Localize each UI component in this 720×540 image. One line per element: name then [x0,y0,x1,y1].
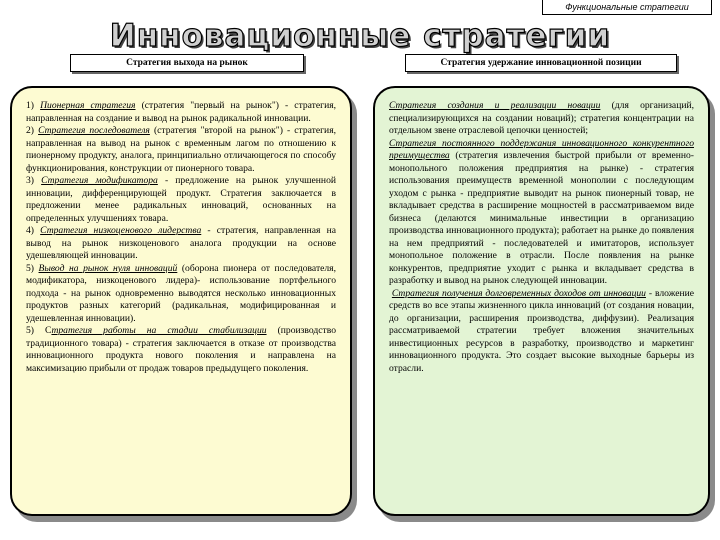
strategy-item [26,225,336,263]
item-number: 3) [26,175,42,186]
left-column-header: Стратегия выхода на рынок [70,54,304,72]
strategy-term: Стратегия последователя [38,125,150,136]
strategy-item [26,100,336,125]
strategy-term: тратегия работы на стадии стабилизации [51,325,267,336]
strategy-item [389,288,694,376]
strategy-term: Стратегия низкоценового лидерства [40,225,202,236]
strategy-item [389,100,694,138]
item-number: 5) С [26,325,52,336]
slide-section-tag: Функциональные стратегии [542,0,712,15]
strategy-term: Вывод на рынок нуля инноваций [38,262,178,274]
item-number: 2) [26,125,39,136]
right-column-header: Стратегия удержание инновационной позиции [405,54,677,72]
strategy-term: Стратегия создания и реализации новации [389,100,601,111]
innovation-position-strategies-panel [373,86,710,516]
strategy-item [389,138,694,288]
strategy-term: Стратегия модификатора [41,175,158,186]
strategy-item [26,263,336,326]
strategy-term: Стратегия постоянного поддержания инновационного конкурентного преимущества [389,137,694,161]
item-number: 5) [26,262,39,274]
strategy-description: (производство традиционного товара) - стратегия заключается в отказе от производства инновационного продукта нового поколения и направлена на максимизацию прибыли от продаж товаров предыдущего поколения. [26,325,337,374]
strategy-description: - предложение на рынок улучшенной инновации, дифференцирующей продукт. Стратегия заключается в предложении менее радикальных инноваций, основанных на определенных улучшениях товара. [26,175,336,224]
strategy-description: (стратегия "второй на рынок") - стратегия, направленная на вывод на рынок с временным лагом по отношению к пионерному продукту, аналога, принципиально отличающегося по способу функционирования, конструкции от пионерного товара. [26,125,336,174]
strategy-description: (стратегия "первый на рынок") - стратегия, направленная на создание и вывод на рынок радикальной инновации. [26,100,337,124]
item-number: 4) [26,225,41,236]
market-entry-strategies-panel [10,86,352,516]
strategy-item [26,325,336,375]
strategy-item [26,175,336,225]
page-title: Инновационные стратегии [109,18,611,54]
strategy-description: - стратегия, направленная на вывод на рынок низкоценового аналога продукции на основе удешевляющей инновации. [26,225,337,261]
strategy-description: (оборона пионера от последователя, модификатора, низкоценового лидера)- использование портфельного подхода - на рынок одновременно выводятся несколько инновационных продуктов разных категорий (радикальная, модифицированная и удешевленная инновации). [26,262,336,324]
strategy-description: - вложение средств во все этапы жизненного цикла инноваций (от создания новации, до организации, расширения производства, диффузии). Реализация рассматриваемой стратегии требует вложения значительных инвестиционных ресурсов в разработку, производство и маркетинг инновационного продукта. Это создает высокие выходные барьеры из отрасли. [389,287,694,374]
item-number: 1) [26,100,41,111]
strategy-term: Стратегия получения долговременных доходов от инновации [391,287,646,299]
strategy-item [26,125,336,175]
strategy-description: (для организаций, специализирующихся на создании новаций); стратегия концентрации на отдельном звене отраслевой цепочки ценностей; [389,100,694,136]
strategy-description: (стратегия извлечения быстрой прибыли от временно-монопольного положения предприятия на рынке) - стратегия использования преимуществ временной монополии с последующим уходом с рынка - предприятие выводит на рынок пионерный товар, не вкладывает средства в расширение мощностей в рассматриваемом виде бизнеса (делаются минимальные инвестиции в организацию производства инновационного продукта); работает на рынке до появления на нем предприятий - последователей и имитаторов, использует монопольное положение в отрасли. После появления на рынке конкурентов, предприятие уходит с рынка и вкладывает средства в разработку и вывод на рынок следующей инновации. [389,150,694,286]
strategy-term: Пионерная стратегия [40,100,136,111]
